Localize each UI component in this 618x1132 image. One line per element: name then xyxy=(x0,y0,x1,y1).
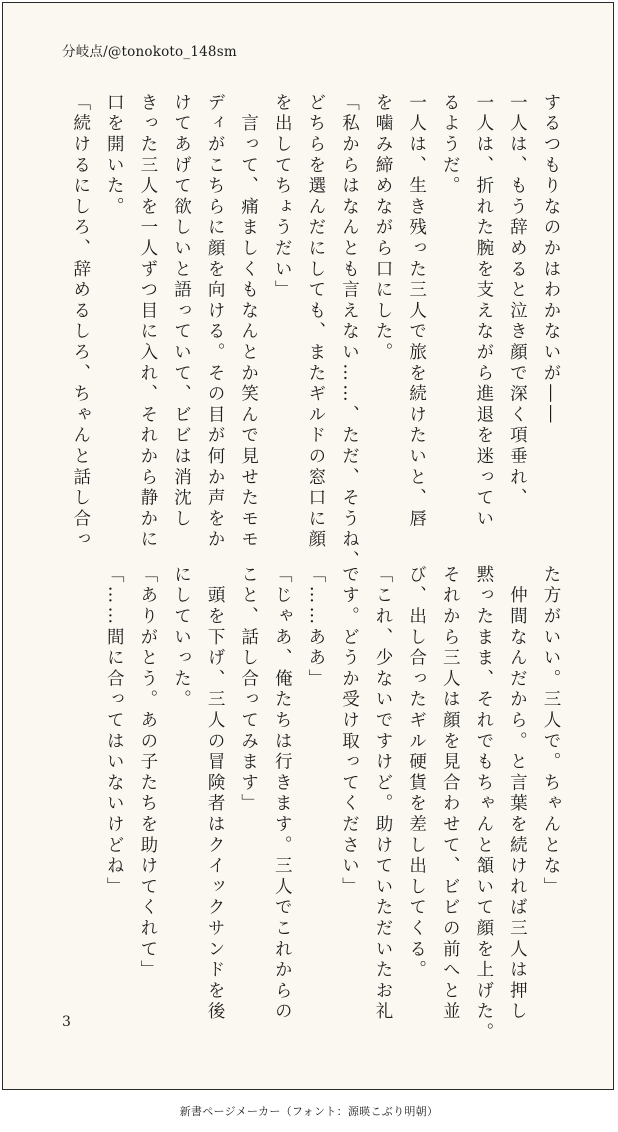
text-line: 一人は、生き残った三人で旅を続けたいと、唇 xyxy=(406,93,427,530)
text-line: 言って、痛ましくもなんとか笑んで見せたモモ xyxy=(238,93,259,551)
text-line: ディがこちらに顔を向ける。その目が何か声をか xyxy=(205,93,226,551)
text-line: するつもりなのかはわかないが―― xyxy=(541,93,561,426)
text-line: にしていった。 xyxy=(171,565,192,711)
generator-credit: 新書ページメーカー（フォント：源暎こぶり明朝） xyxy=(179,1105,439,1118)
text-line: 「……間に合ってはいないけどね」 xyxy=(104,565,125,898)
text-line: 仲間なんだから。と言葉を続ければ三人は押し xyxy=(507,565,528,1023)
text-line: た方がいい。三人で。ちゃんとな」 xyxy=(541,565,561,898)
text-line: 「ありがとう。あの子たちを助けてくれて」 xyxy=(137,565,158,981)
text-line: 「じゃあ、俺たちは行きます。三人でこれからの xyxy=(272,565,293,1023)
text-line: 「……ああ」 xyxy=(305,565,326,690)
text-line: 頭を下げ、三人の冒険者はクイックサンドを後 xyxy=(205,565,226,1023)
novel-page xyxy=(2,2,614,1090)
text-line: けてあげて欲しいと語っていて、ビビは消沈し xyxy=(171,93,192,530)
page-number: 3 xyxy=(62,1014,71,1030)
text-line: それから三人は顔を見合わせて、ビビの前へと並 xyxy=(440,565,461,1023)
text-line: び、出し合ったギル硬貨を差し出してくる。 xyxy=(406,565,427,981)
text-line: を噛み締めながら口にした。 xyxy=(373,93,394,364)
lower-text-block xyxy=(97,565,567,1044)
text-line: 一人は、もう辞めると泣き顔で深く項垂れ、 xyxy=(507,93,528,509)
text-line: です。どうか受け取ってください」 xyxy=(339,565,360,898)
upper-text-block xyxy=(63,93,567,572)
text-line: 「続けるにしろ、辞めるしろ、ちゃんと話し合っ xyxy=(70,93,91,551)
text-line: 黙ったまま、それでもちゃんと頷いて顔を上げた。 xyxy=(473,565,494,1044)
text-line: きった三人を一人ずつ目に入れ、それから静かに xyxy=(137,93,158,551)
text-line: 口を開いた。 xyxy=(104,93,125,218)
text-line: を出してちょうだい」 xyxy=(272,93,293,301)
text-line: るようだ。 xyxy=(440,93,461,197)
text-line: 一人は、折れた腕を支えながら進退を迷ってい xyxy=(473,93,494,530)
author-credit: 分岐点/@tonokoto_148sm xyxy=(62,44,237,60)
text-line: 「これ、少ないですけど。助けていただいたお礼 xyxy=(373,565,394,1023)
text-line: こと、話し合ってみます」 xyxy=(238,565,259,815)
text-line: 「私からはなんとも言えない……、ただ、そうね、 xyxy=(339,93,360,572)
text-line: どちらを選んだにしても、またギルドの窓口に顔 xyxy=(305,93,326,551)
